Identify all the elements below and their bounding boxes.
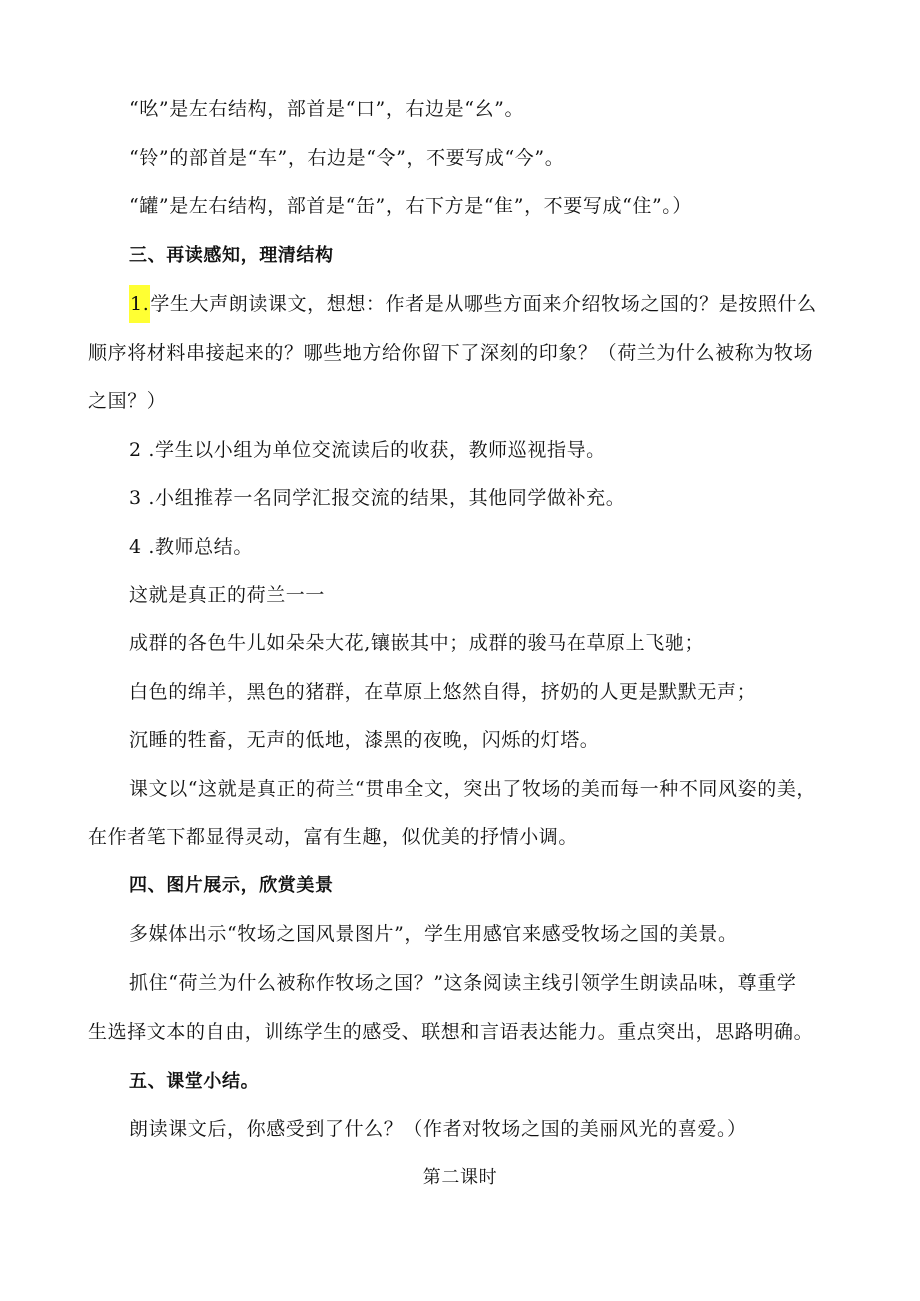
- list-item-3: 3 .小组推荐一名同学汇报交流的结果，其他同学做补充。: [129, 487, 626, 509]
- paragraph-line: 生选择文本的自由，训练学生的感受、联想和言语表达能力。重点突出，思路明确。: [88, 1021, 814, 1043]
- list-item-4: 4 .教师总结。: [129, 536, 253, 558]
- paragraph-line: 课文以“这就是真正的荷兰“贯串全文，突出了牧场的美而每一种不同风姿的美，: [129, 778, 817, 800]
- paragraph-line: 在作者笔下都显得灵动，富有生趣，似优美的抒情小调。: [88, 826, 579, 848]
- paragraph-line: 之国？）: [88, 390, 167, 412]
- poem-line: 白色的绵羊，黑色的猪群，在草原上悠然自得，挤奶的人更是默默无声；: [129, 681, 757, 703]
- poem-line: 沉睡的牲畜，无声的低地，漆黑的夜晚，闪烁的灯塔。: [129, 729, 600, 751]
- lesson-title: 第二课时: [422, 1167, 498, 1188]
- paragraph-line: “铃”的部首是“车”，右边是“令”，不要写成“今”。: [129, 147, 565, 169]
- list-item-1: [129, 290, 889, 318]
- paragraph-line: 抓住“荷兰为什么被称作牧场之国？”这条阅读主线引领学生朗读品味，尊重学: [129, 972, 797, 994]
- section-heading-3: 三、再读感知，理清结构: [129, 245, 334, 266]
- section-heading-5: 五、课堂小结。: [129, 1071, 260, 1092]
- section-heading-4: 四、图片展示，欣赏美景: [129, 875, 334, 896]
- list-item-text: 学生大声朗读课文，想想：作者是从哪些方面来介绍牧场之国的？是按照什么: [150, 293, 817, 315]
- highlighted-number: 1.: [129, 285, 150, 323]
- paragraph-line: “罐”是左右结构，部首是“缶”，右下方是“隹”，不要写成“住”。）: [129, 195, 693, 217]
- paragraph-line: 朗读课文后，你感受到了什么？（作者对牧场之国的美丽风光的喜爱。）: [129, 1118, 747, 1140]
- poem-line: 成群的各色牛儿如朵朵大花,镶嵌其中；成群的骏马在草原上飞驰；: [129, 632, 705, 654]
- poem-line: 这就是真正的荷兰一一: [129, 584, 326, 606]
- list-item-2: 2 .学生以小组为单位交流读后的收获，教师巡视指导。: [129, 439, 606, 461]
- paragraph-line: 顺序将材料串接起来的？哪些地方给你留下了深刻的印象？（荷兰为什么被称为牧场: [88, 342, 814, 364]
- paragraph-line: 多媒体出示“牧场之国风景图片”，学生用感官来感受牧场之国的美景。: [129, 923, 738, 945]
- paragraph-line: “吆”是左右结构，部首是“口”，右边是“幺”。: [129, 98, 525, 120]
